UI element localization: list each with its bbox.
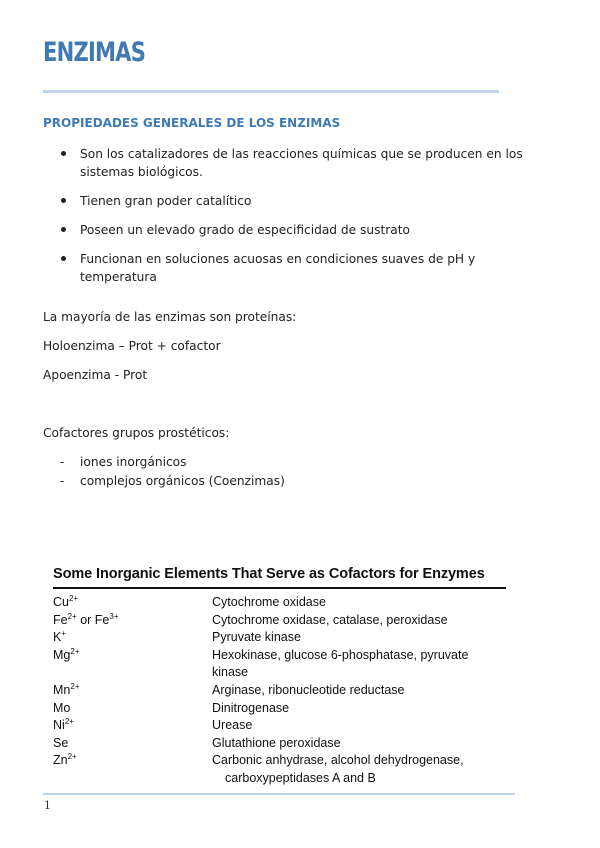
element-cell: $Fe^{2+}$ or $Fe^{3+}$ (53, 611, 119, 627)
cofactors-intro: Cofactores grupos prostéticos: (43, 426, 230, 440)
section-heading: PROPIEDADES GENERALES DE LOS ENZIMAS (43, 116, 341, 130)
table-row (53, 647, 506, 682)
dash-icon: - (60, 474, 65, 488)
list-item-text: Funcionan en soluciones acuosas en condiciones suaves de pH y temperatura (80, 252, 476, 284)
cofactor-table-figure (53, 566, 506, 788)
list-item (43, 453, 285, 472)
table-row (53, 629, 506, 647)
table-row (53, 594, 506, 612)
enzyme-cell: Cytochrome oxidase (212, 595, 326, 609)
element-cell: K+ (53, 629, 67, 645)
enzyme-cell: Dinitrogenase (212, 700, 290, 715)
table-row (53, 717, 506, 735)
enzyme-cell: Pyruvate kinase (212, 630, 301, 645)
element-cell: Se (53, 735, 69, 750)
list-item (43, 192, 553, 210)
table-row (53, 612, 506, 630)
element-cell: Mo (53, 700, 71, 715)
element-cell: $Cu^{2+}$ (53, 594, 79, 609)
apoenzyme-line: Apoenzima - Prot (43, 368, 148, 382)
bullet-icon (61, 198, 66, 203)
footer-divider (43, 793, 515, 795)
proteins-intro: La mayoría de las enzimas son proteínas: (43, 310, 297, 324)
list-item-text: Tienen gran poder catalítico (80, 194, 252, 208)
enzyme-cell: Cytochrome oxidase, catalase, peroxidase (212, 612, 448, 627)
list-item-text: Son los catalizadores de las reacciones químicas que se producen en los sistemas biológicos. (80, 147, 523, 179)
enzyme-cell: Glutathione peroxidase (212, 735, 341, 750)
enzyme-cell: Carbonic anhydrase, alcohol dehydrogenase, carboxypeptidases A and B (212, 753, 464, 785)
holoenzyme-line: Holoenzima – Prot + cofactor (43, 339, 221, 353)
bullet-icon (61, 256, 66, 261)
table-row (53, 700, 506, 718)
table-row (53, 682, 506, 700)
dash-icon: - (60, 455, 65, 469)
enzyme-cell: Hexokinase, glucose 6-phosphatase, pyruvate kinase (212, 647, 469, 680)
element-cell: $Zn^{2+}$ (53, 752, 77, 768)
enzyme-cell: Urease (212, 718, 253, 733)
list-item (43, 250, 553, 286)
enzyme-cell: Arginase, ribonucleotide reductase (212, 682, 405, 697)
figure-title: Some Inorganic Elements That Serve as Cofactors for Enzymes (53, 566, 485, 582)
element-cell: $Mg^{2+}$ (53, 646, 80, 662)
element-cell: $Mn^{2+}$ (53, 681, 80, 697)
list-item (43, 145, 553, 181)
title-divider (43, 90, 499, 93)
table-row (53, 735, 506, 753)
list-item-text: iones inorgánicos (80, 455, 187, 469)
figure-divider (53, 587, 506, 589)
bullet-icon (61, 227, 66, 232)
list-item (43, 472, 285, 491)
page-number: 1 (44, 799, 51, 812)
bullet-icon (61, 151, 66, 156)
table-row (53, 752, 506, 787)
list-item-text: Poseen un elevado grado de especificidad de sustrato (80, 223, 410, 237)
cofactor-types-list (43, 453, 285, 491)
page-title: ENZIMAS (43, 37, 146, 68)
list-item-text: complejos orgánicos (Coenzimas) (80, 474, 285, 488)
list-item (43, 221, 553, 239)
properties-list (43, 145, 553, 297)
element-cell: $Ni^{2+}$ (53, 717, 74, 733)
